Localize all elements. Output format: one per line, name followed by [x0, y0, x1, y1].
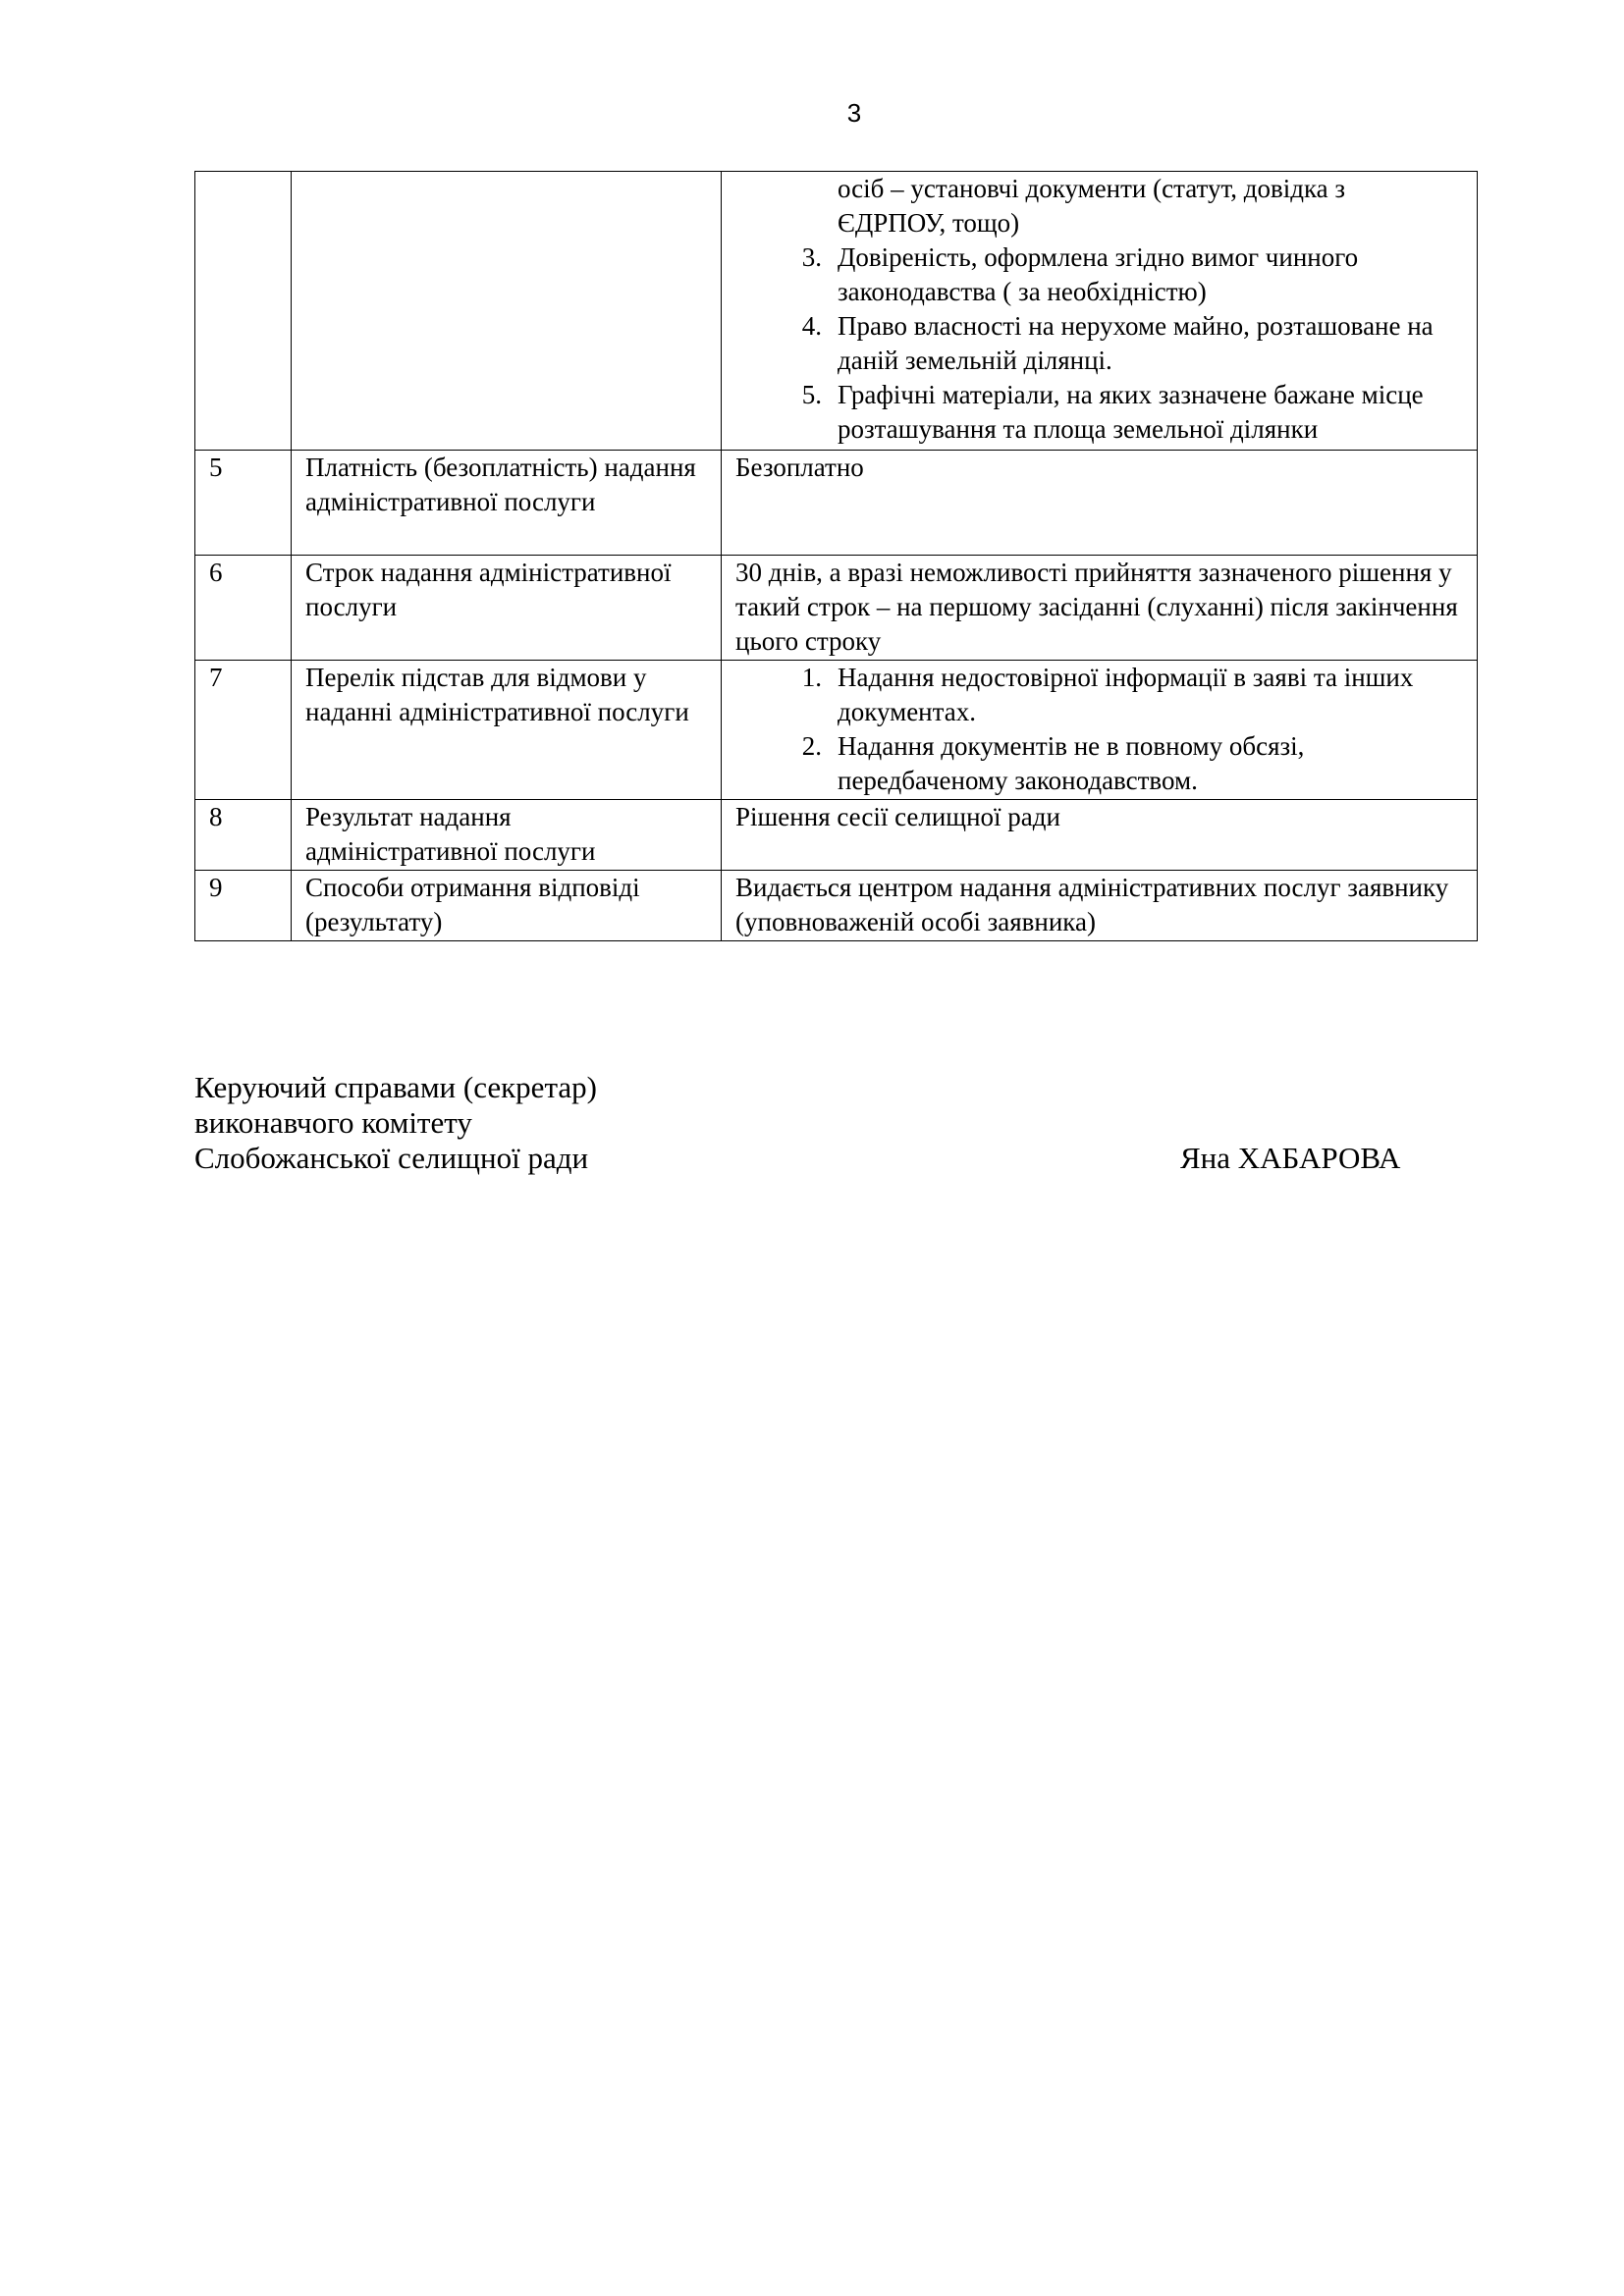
list-item-text: Надання документів не в повному обсязі, передбаченому законодавством.	[838, 731, 1305, 795]
row-number: 5	[195, 451, 292, 556]
signatory-position-line: виконавчого комітету	[194, 1105, 472, 1140]
document-list	[735, 240, 1463, 447]
row-label: Результат надання адміністративної послуги	[292, 800, 722, 871]
list-item-text: Право власності на нерухоме майно, розташоване на даній земельній ділянці.	[838, 311, 1434, 375]
row-number: 6	[195, 556, 292, 661]
list-item	[735, 378, 1463, 447]
signatory-position-line: Слобожанської селищної ради	[194, 1141, 589, 1175]
row-value: 30 днів, а вразі неможливості прийняття зазначеного рішення у такий строк – на першому засіданні (слуханні) після закінчення цього строку	[722, 556, 1478, 661]
list-item	[735, 309, 1463, 378]
list-marker: 1.	[801, 663, 822, 692]
list-item-text: Графічні матеріали, на яких зазначене бажане місце розташування та площа земельної ділянки	[838, 380, 1424, 444]
table-row	[195, 800, 1478, 871]
row-number: 7	[195, 661, 292, 800]
continuation-line: ЄДРПОУ, тощо)	[838, 208, 1020, 238]
row-value	[722, 172, 1478, 451]
signatory-name: Яна ХАБАРОВА	[1180, 1141, 1401, 1175]
signatory-position-line: Керуючий справами (секретар)	[194, 1070, 597, 1104]
row-label: Способи отримання відповіді (результату)	[292, 871, 722, 941]
table-row	[195, 172, 1478, 451]
table-row	[195, 556, 1478, 661]
signatory-position	[194, 1070, 597, 1176]
row-value: Рішення сесії селищної ради	[722, 800, 1478, 871]
row-label: Строк надання адміністративної послуги	[292, 556, 722, 661]
list-item	[735, 240, 1463, 309]
continuation-line: осіб – установчі документи (статут, довідка з	[838, 174, 1346, 203]
list-marker: 3.	[801, 242, 822, 272]
table-row	[195, 451, 1478, 556]
list-marker: 5.	[801, 380, 822, 409]
row-label: Платність (безоплатність) надання адміністративної послуги	[292, 451, 722, 556]
row-number	[195, 172, 292, 451]
list-marker: 2.	[801, 731, 822, 761]
table-row	[195, 661, 1478, 800]
list-marker: 4.	[801, 311, 822, 341]
row-value: Видається центром надання адміністративних послуг заявнику (уповноваженій особі заявника)	[722, 871, 1478, 941]
table-row	[195, 871, 1478, 941]
row-label: Перелік підстав для відмови у наданні адміністративної послуги	[292, 661, 722, 800]
row-value	[722, 661, 1478, 800]
row-value: Безоплатно	[722, 451, 1478, 556]
list-item-text: Довіреність, оформлена згідно вимог чинного законодавства ( за необхідністю)	[838, 242, 1359, 306]
refusal-reasons-list	[735, 661, 1463, 798]
row-label	[292, 172, 722, 451]
service-info-table	[194, 171, 1478, 941]
page-number: 3	[846, 98, 862, 128]
list-item-text: Надання недостовірної інформації в заяві та інших документах.	[838, 663, 1414, 726]
list-item	[735, 661, 1463, 729]
row-number: 9	[195, 871, 292, 941]
list-item	[735, 729, 1463, 798]
row-number: 8	[195, 800, 292, 871]
